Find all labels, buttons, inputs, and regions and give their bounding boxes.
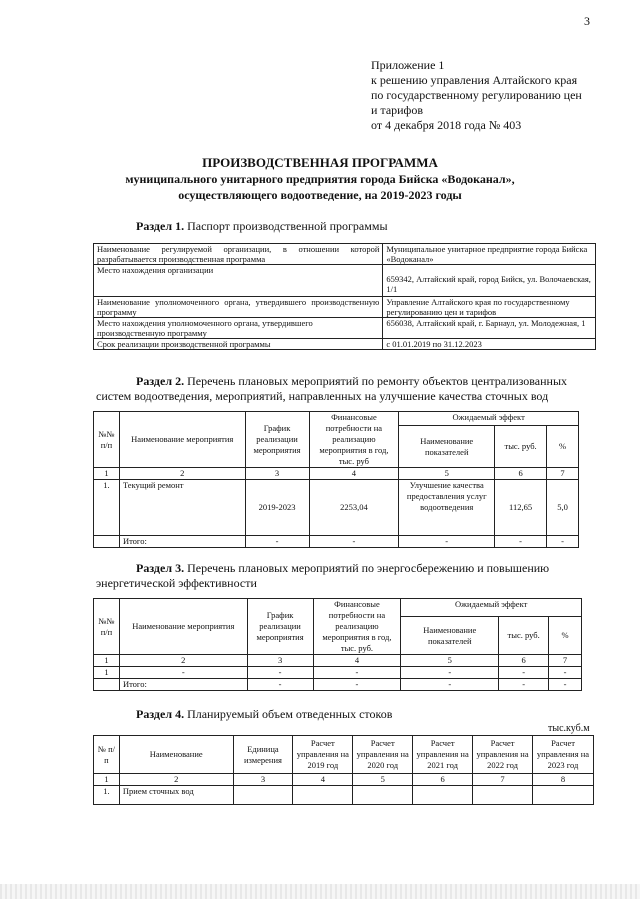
- table-cell: 3: [247, 655, 313, 667]
- table-cell: Управление Алтайского края по государственному регулированию цен и тарифов: [383, 297, 596, 318]
- header-cell: №№ п/п: [94, 599, 120, 655]
- table-cell: Место нахождения уполномоченного органа, утвердившего производственную программу: [94, 318, 383, 339]
- header-cell: № п/п: [94, 736, 120, 774]
- table-cell: [353, 786, 413, 805]
- table-cell: 4: [309, 468, 399, 480]
- table-cell: -: [247, 679, 313, 691]
- table-cell: Текущий ремонт: [119, 480, 245, 536]
- header-cell: Наименование мероприятия: [119, 412, 245, 468]
- table-cell: -: [499, 679, 549, 691]
- table-row: [94, 774, 594, 786]
- table-cell: 3: [245, 468, 309, 480]
- section3-heading-cont: энергетической эффективности: [96, 576, 257, 590]
- table-cell: -: [401, 667, 499, 679]
- header-cell: Расчет управления на 2019 год: [293, 736, 353, 774]
- table-cell: 3: [233, 774, 293, 786]
- header-cell: Финансовые потребности на реализацию мероприятия в год, тыс. руб: [309, 412, 399, 468]
- table-cell: [413, 786, 473, 805]
- page-number: 3: [584, 14, 590, 28]
- header-cell: График реализации мероприятия: [247, 599, 313, 655]
- table-cell: 1: [94, 774, 120, 786]
- table-header-row: [94, 736, 594, 774]
- table-cell: [94, 679, 120, 691]
- section-label: Раздел 2.: [136, 374, 185, 388]
- table-cell: [293, 786, 353, 805]
- table-cell: Улучшение качества предоставления услуг водоотведения: [399, 480, 495, 536]
- table-row: [94, 536, 579, 548]
- table-row: [94, 786, 594, 805]
- section4-heading: [136, 707, 392, 722]
- unit-note: тыс.куб.м: [548, 723, 590, 734]
- appendix-line: и тарифов: [371, 103, 424, 117]
- section-text: Перечень плановых мероприятий по ремонту объектов централизованных: [184, 374, 568, 388]
- header-cell: Ожидаемый эффект: [401, 599, 582, 617]
- header-cell: Наименование показателей: [401, 617, 499, 655]
- appendix-line: к решению управления Алтайского края: [371, 73, 578, 87]
- doc-subtitle-2: осуществляющего водоотведение, на 2019-2023 годы: [178, 188, 462, 202]
- table-cell: 4: [293, 774, 353, 786]
- appendix-line: Приложение 1: [371, 58, 445, 72]
- table-cell: 656038, Алтайский край, г. Барнаул, ул. Молодежная, 1: [383, 318, 596, 339]
- table-cell: -: [245, 536, 309, 548]
- table-cell: 1: [94, 468, 120, 480]
- table-row: [94, 318, 596, 339]
- table-cell: 8: [533, 774, 594, 786]
- table-cell: -: [313, 679, 401, 691]
- table-cell: 4: [313, 655, 401, 667]
- table-cell: 1: [94, 667, 120, 679]
- header-cell: тыс. руб.: [495, 426, 547, 468]
- table-cell: Итого:: [119, 536, 245, 548]
- table-cell: 2253,04: [309, 480, 399, 536]
- table-header-row: [94, 412, 579, 426]
- table-row: [94, 679, 582, 691]
- header-cell: График реализации мероприятия: [245, 412, 309, 468]
- header-cell: №№ п/п: [94, 412, 120, 468]
- table-cell: 1: [94, 655, 120, 667]
- table-cell: Место нахождения организации: [94, 265, 383, 297]
- table-row: [94, 339, 596, 350]
- header-cell: Наименование показателей: [399, 426, 495, 468]
- table-cell: 6: [499, 655, 549, 667]
- header-cell: Расчет управления на 2022 год: [473, 736, 533, 774]
- section2-heading-cont: систем водоотведения, мероприятий, направленных на улучшение качества сточных вод: [96, 389, 549, 403]
- section2-table: [93, 411, 579, 548]
- table-cell: 2: [119, 468, 245, 480]
- doc-title: ПРОИЗВОДСТВЕННАЯ ПРОГРАММА: [202, 155, 438, 170]
- section-text: Планируемый объем отведенных стоков: [184, 707, 393, 721]
- table-cell: [533, 786, 594, 805]
- table-cell: -: [549, 679, 582, 691]
- table-row: [94, 244, 596, 265]
- table-cell: 5,0: [547, 480, 579, 536]
- table-cell: 6: [413, 774, 473, 786]
- table-header-row: [94, 599, 582, 617]
- table-cell: 2: [119, 655, 247, 667]
- table-cell: -: [309, 536, 399, 548]
- table-cell: -: [549, 667, 582, 679]
- section3-table: [93, 598, 582, 691]
- table-cell: Муниципальное унитарное предприятие города Бийска «Водоканал»: [383, 244, 596, 265]
- section2-heading: [136, 374, 567, 389]
- table-cell: Наименование регулируемой организации, в отношении которой разрабатывается производственная программа: [94, 244, 383, 265]
- table-cell: Итого:: [119, 679, 247, 691]
- doc-subtitle: муниципального унитарного предприятия города Бийска «Водоканал»,: [125, 172, 515, 186]
- table-cell: 6: [495, 468, 547, 480]
- table-row: [94, 468, 579, 480]
- header-cell: %: [549, 617, 582, 655]
- section1-heading: [136, 219, 388, 234]
- table-cell: -: [495, 536, 547, 548]
- section3-heading: [136, 561, 549, 576]
- table-cell: [473, 786, 533, 805]
- header-cell: тыс. руб.: [499, 617, 549, 655]
- table-cell: 659342, Алтайский край, город Бийск, ул. Волочаевская, 1/1: [383, 265, 596, 297]
- section4-table: [93, 735, 594, 805]
- header-cell: Ожидаемый эффект: [399, 412, 579, 426]
- table-row: [94, 297, 596, 318]
- table-cell: 5: [353, 774, 413, 786]
- header-cell: Наименование: [119, 736, 233, 774]
- header-cell: Финансовые потребности на реализацию мероприятия в год, тыс. руб.: [313, 599, 401, 655]
- table-cell: -: [119, 667, 247, 679]
- table-cell: [233, 786, 293, 805]
- section-text: Перечень плановых мероприятий по энергосбережению и повышению: [184, 561, 550, 575]
- section-text: Паспорт производственной программы: [184, 219, 388, 233]
- section-label: Раздел 4.: [136, 707, 185, 721]
- header-cell: Расчет управления на 2020 год: [353, 736, 413, 774]
- table-cell: 5: [401, 655, 499, 667]
- header-cell: %: [547, 426, 579, 468]
- table-cell: -: [247, 667, 313, 679]
- table-cell: Срок реализации производственной программы: [94, 339, 383, 350]
- table-cell: 2: [119, 774, 233, 786]
- scan-edge: [0, 884, 640, 899]
- appendix-line: от 4 декабря 2018 года № 403: [371, 118, 522, 132]
- header-cell: Наименование мероприятия: [119, 599, 247, 655]
- section-label: Раздел 3.: [136, 561, 185, 575]
- table-cell: 7: [473, 774, 533, 786]
- table-cell: -: [499, 667, 549, 679]
- table-cell: с 01.01.2019 по 31.12.2023: [383, 339, 596, 350]
- table-cell: Прием сточных вод: [119, 786, 233, 805]
- table-cell: -: [401, 679, 499, 691]
- table-cell: 1.: [94, 786, 120, 805]
- table-row: [94, 655, 582, 667]
- section-label: Раздел 1.: [136, 219, 185, 233]
- table-cell: 1.: [94, 480, 120, 536]
- table-cell: 2019-2023: [245, 480, 309, 536]
- appendix-block: [371, 58, 582, 133]
- table-row: [94, 480, 579, 536]
- table-cell: -: [399, 536, 495, 548]
- table-cell: -: [313, 667, 401, 679]
- header-cell: Расчет управления на 2023 год: [533, 736, 594, 774]
- header-cell: Расчет управления на 2021 год: [413, 736, 473, 774]
- table-cell: 112,65: [495, 480, 547, 536]
- table-row: [94, 265, 596, 297]
- table-cell: Наименование уполномоченного органа, утвердившего производственную программу: [94, 297, 383, 318]
- appendix-line: по государственному регулированию цен: [371, 88, 582, 102]
- header-cell: Единица измерения: [233, 736, 293, 774]
- table-row: [94, 667, 582, 679]
- table-cell: [94, 536, 120, 548]
- table-cell: 7: [549, 655, 582, 667]
- passport-table: [93, 243, 596, 350]
- table-cell: -: [547, 536, 579, 548]
- table-cell: 5: [399, 468, 495, 480]
- table-cell: 7: [547, 468, 579, 480]
